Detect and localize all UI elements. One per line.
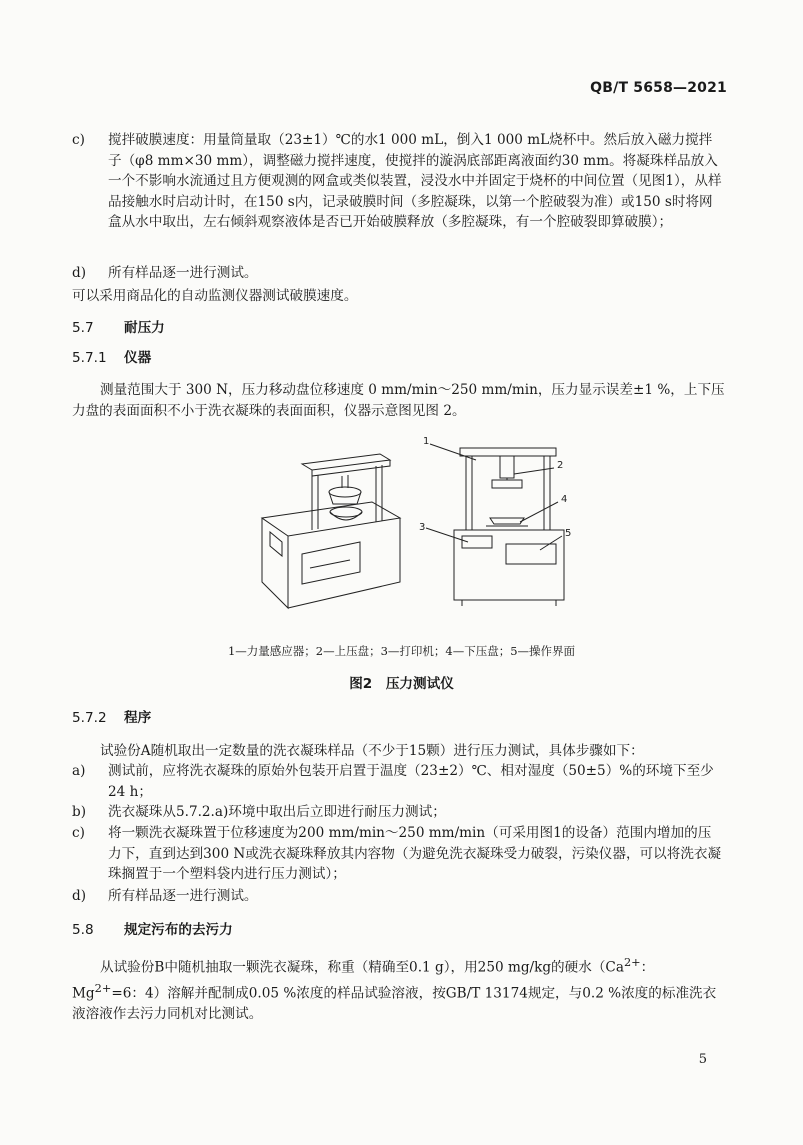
procedure-intro: 试验份A随机取出一定数量的洗衣凝珠样品（不少于15颗）进行压力测试，具体步骤如下： bbox=[100, 743, 644, 759]
section-number: 5.7.1 bbox=[72, 350, 107, 366]
section-number: 5.7.2 bbox=[72, 710, 107, 726]
pressure-tester-front-drawing bbox=[426, 444, 564, 606]
list-item-c bbox=[72, 130, 722, 233]
section-title: 程序 bbox=[124, 710, 152, 726]
note-paragraph: 可以采用商品化的自动监测仪器测试破膜速度。 bbox=[72, 288, 358, 304]
section-heading-5-8 bbox=[72, 920, 233, 940]
section-title: 耐压力 bbox=[124, 320, 165, 336]
section-number: 5.8 bbox=[72, 922, 94, 938]
superscript-charge: 2+ bbox=[94, 981, 112, 996]
figure-title: 图2 压力测试仪 bbox=[349, 676, 454, 692]
section-heading-5-7-2 bbox=[72, 708, 151, 728]
standard-code: QB/T 5658—2021 bbox=[590, 80, 727, 96]
list-marker: b) bbox=[72, 804, 87, 820]
list-marker: d) bbox=[72, 265, 87, 281]
detergency-text-part: =6：4）溶解并配制成0.05 %浓度的样品试验溶液，按GB/T 13174规定，与0.2 %浓度的标准洗衣液溶液作去污力同机对比测试。 bbox=[72, 985, 717, 1023]
page-number: 5 bbox=[698, 1052, 707, 1067]
list-marker: c) bbox=[72, 825, 85, 841]
figure-callout-1: 1 bbox=[423, 436, 430, 447]
figure-callout-2: 2 bbox=[557, 460, 564, 471]
instrument-paragraph: 测量范围大于 300 N，压力移动盘位移速度 0 mm/min～250 mm/min，压力显示误差±1 %，上下压力盘的表面面积不小于洗衣凝珠的表面面积，仪器示意图见图 2。 bbox=[72, 382, 725, 419]
figure-callout-3: 3 bbox=[419, 522, 426, 533]
list-item bbox=[72, 761, 722, 802]
list-item bbox=[72, 823, 722, 885]
list-text: 洗衣凝珠从5.7.2.a)环境中取出后立即进行耐压力测试； bbox=[108, 804, 446, 820]
detergency-text-part: 从试验份B中随机抽取一颗洗衣凝珠，称重（精确至0.1 g），用250 mg/kg的硬水（Ca bbox=[100, 959, 624, 976]
superscript-charge: 2+ bbox=[623, 955, 641, 969]
section-number: 5.7 bbox=[72, 320, 94, 336]
list-item bbox=[72, 886, 722, 907]
pressure-tester-perspective-drawing bbox=[262, 454, 400, 608]
detergency-paragraph bbox=[72, 952, 727, 1025]
detergency-text-part: ：Mg bbox=[72, 959, 655, 1002]
list-text: 将一颗洗衣凝珠置于位移速度为200 mm/min～250 mm/min（可采用图1的设备）范围内增加的压力下，直到达到300 N或洗衣凝珠释放其内容物（为避免洗衣凝珠受力破裂，污染仪器，可以将洗衣凝珠搁置于一个塑料袋内进行压力测试）； bbox=[108, 825, 722, 882]
figure-legend: 1—力量感应器；2—上压盘；3—打印机；4—下压盘；5—操作界面 bbox=[227, 644, 576, 658]
section-title: 规定污布的去污力 bbox=[124, 922, 233, 938]
list-text: 所有样品逐一进行测试。 bbox=[108, 265, 258, 281]
list-text: 所有样品逐一进行测试。 bbox=[108, 888, 258, 904]
pressure-tester-figure bbox=[240, 432, 600, 632]
list-item bbox=[72, 802, 722, 823]
section-heading-5-7-1 bbox=[72, 348, 151, 368]
list-text: 搅拌破膜速度：用量筒量取（23±1）℃的水1 000 mL，倒入1 000 mL烧杯中。然后放入磁力搅拌子（φ8 mm×30 mm），调整磁力搅拌速度，使搅拌的漩涡底部距离液面约30 mm。将凝珠样品放入一个不影响水流通过且方便观测的网盒或类似装置，浸没水中并固定于烧杯的中间位置（见图1），从样品接触水时启动计时，在150 s内，记录破膜时间（多腔凝珠，以第一个腔破裂为准）或150 s时将网盒从水中取出，左右倾斜观察液体是否已开始破膜释放（多腔凝珠，有一个腔破裂即算破膜）； bbox=[108, 132, 722, 230]
figure-callout-4: 4 bbox=[561, 494, 568, 505]
list-text: 测试前，应将洗衣凝珠的原始外包装开启置于温度（23±2）℃、相对湿度（50±5）%的环境下至少24 h； bbox=[108, 763, 714, 800]
list-marker: c) bbox=[72, 132, 85, 148]
section-heading-5-7 bbox=[72, 318, 165, 338]
section-title: 仪器 bbox=[124, 350, 152, 366]
list-marker: a) bbox=[72, 763, 86, 779]
figure-callout-5: 5 bbox=[565, 528, 572, 539]
list-marker: d) bbox=[72, 888, 87, 904]
list-item-d bbox=[72, 263, 722, 284]
